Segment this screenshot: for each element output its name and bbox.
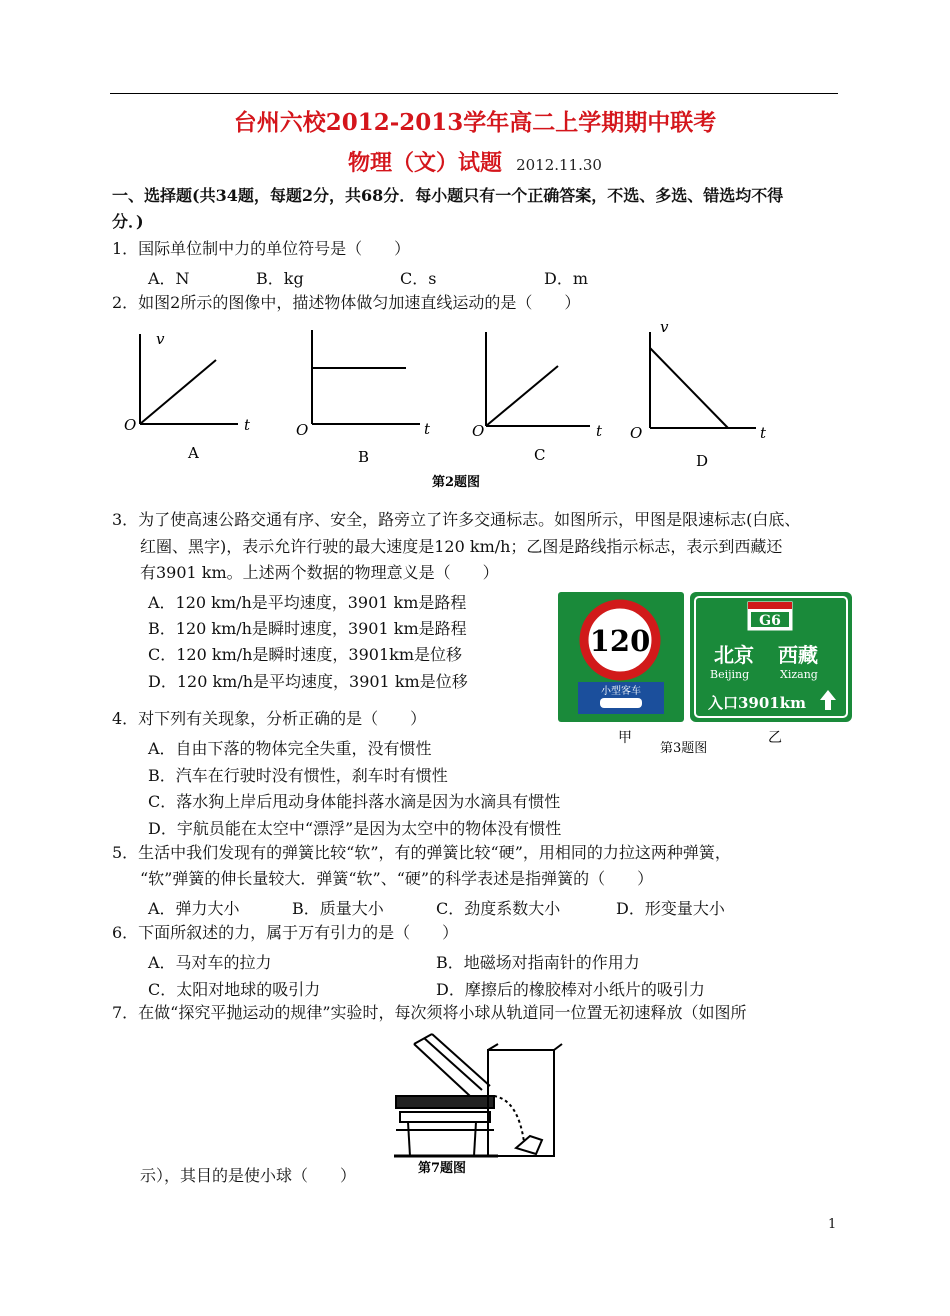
- speed-limit-number: 120: [589, 624, 651, 658]
- graph-a-y-label: v: [156, 330, 165, 348]
- label-jia: 甲: [618, 730, 632, 746]
- graph-b-origin: O: [296, 421, 309, 439]
- city-beijing: 北京: [714, 643, 754, 667]
- graph-a-origin: O: [124, 416, 137, 434]
- city-xizang: 西藏: [778, 643, 818, 667]
- graph-d-y-label: v: [660, 318, 669, 336]
- q6-option-c: C．太阳对地球的吸引力: [148, 980, 321, 999]
- q5-option-b: B．质量大小: [292, 899, 384, 918]
- q4-option-c: C．落水狗上岸后甩动身体能抖落水滴是因为水滴具有惯性: [148, 792, 561, 811]
- graph-d-x-label: t: [760, 424, 767, 442]
- q3-option-d: D．120 km/h是平均速度，3901 km是位移: [148, 672, 468, 691]
- q4-stem: 4．对下列有关现象，分析正确的是（ ）: [112, 709, 427, 728]
- q1-stem: 1．国际单位制中力的单位符号是（ ）: [112, 239, 411, 258]
- graph-c-caption: C: [534, 446, 546, 464]
- graph-d-origin: O: [630, 424, 643, 442]
- label-yi: 乙: [768, 730, 782, 746]
- q5-stem-line1: 5．生活中我们发现有的弹簧比较“软”，有的弹簧比较“硬”，用相同的力拉这两种弹簧，: [112, 843, 731, 862]
- q6-option-d: D．摩擦后的橡胶棒对小纸片的吸引力: [436, 980, 705, 999]
- page-number: 1: [828, 1217, 837, 1232]
- subtitle-row: [0, 146, 950, 177]
- q3-option-b: B．120 km/h是瞬时速度，3901 km是路程: [148, 619, 467, 638]
- q6-stem: 6．下面所叙述的力，属于万有引力的是（ ）: [112, 923, 459, 942]
- pinyin-xizang: Xizang: [780, 668, 818, 681]
- pinyin-beijing: Beijing: [710, 668, 750, 681]
- graph-c-line: [486, 366, 558, 426]
- graph-b-x-label: t: [424, 420, 431, 438]
- page-subtitle: 物理（文）试题: [348, 150, 503, 176]
- q7-apparatus-figure: [390, 1030, 566, 1176]
- q5-stem-line2: “软”弹簧的伸长量较大．弹簧“软”、“硬”的科学表述是指弹簧的（ ）: [140, 869, 654, 888]
- q4-option-b: B．汽车在行驶时没有惯性，刹车时有惯性: [148, 766, 448, 785]
- section-heading-line1: 一、选择题(共34题，每题2分，共68分．每小题只有一个正确答案，不选、多选、错选均不得: [112, 186, 784, 205]
- q7-stem-line2: 示），其目的是使小球（ ）: [140, 1166, 357, 1185]
- q6-option-a: A．马对车的拉力: [148, 953, 272, 972]
- section-heading-line2: 分．): [112, 212, 144, 231]
- q5-option-d: D．形变量大小: [616, 899, 725, 918]
- q1-option-d: D．m: [544, 269, 589, 288]
- q3-option-c: C．120 km/h是瞬时速度，3901km是位移: [148, 645, 463, 664]
- q3-stem-line2: 红圈、黑字)，表示允许行驶的最大速度是120 km/h；乙图是路线指示标志，表示到西藏还: [140, 537, 783, 556]
- q6-option-b: B．地磁场对指南针的作用力: [436, 953, 640, 972]
- q4-option-a: A．自由下落的物体完全失重，没有惯性: [148, 739, 432, 758]
- graph-d-caption: D: [696, 452, 709, 470]
- q1-option-c: C．s: [400, 269, 437, 288]
- graph-d-line: [650, 348, 728, 428]
- graph-a-caption: A: [188, 444, 199, 462]
- graph-c-x-label: t: [596, 422, 603, 440]
- graph-a-line: [140, 360, 216, 424]
- exit-distance: 入口3901km: [708, 694, 807, 712]
- graph-b-caption: B: [358, 448, 370, 466]
- q5-option-c: C．劲度系数大小: [436, 899, 561, 918]
- route-number: G6: [759, 613, 781, 629]
- q3-signs-figure: [556, 590, 854, 760]
- q2-figure-caption: 第2题图: [432, 475, 481, 490]
- q4-option-d: D．宇航员能在太空中“漂浮”是因为太空中的物体没有惯性: [148, 819, 562, 838]
- q5-option-a: A．弹力大小: [148, 899, 240, 918]
- q1-option-b: B．kg: [256, 269, 304, 288]
- q2-stem: 2．如图2所示的图像中，描述物体做匀加速直线运动的是（ ）: [112, 293, 581, 312]
- header-rule: [110, 93, 838, 94]
- q7-stem-line1: 7．在做“探究平抛运动的规律”实验时，每次须将小球从轨道同一位置无初速释放（如图所: [112, 1003, 747, 1022]
- q3-stem-line3: 有3901 km。上述两个数据的物理意义是（ ）: [140, 563, 499, 582]
- q3-option-a: A．120 km/h是平均速度，3901 km是路程: [148, 593, 467, 612]
- graph-a-x-label: t: [244, 416, 251, 434]
- page-title: 台州六校2012-2013学年高二上学期期中联考: [233, 109, 717, 136]
- exam-date: 2012.11.30: [516, 156, 602, 174]
- q3-stem-line1: 3．为了使高速公路交通有序、安全，路旁立了许多交通标志。如图所示，甲图是限速标志(白底、: [112, 510, 801, 529]
- vehicle-type-label: 小型客车: [601, 686, 641, 697]
- q1-option-a: A．N: [148, 269, 190, 288]
- q3-figure-caption: 第3题图: [660, 741, 708, 756]
- graph-c-origin: O: [472, 422, 485, 440]
- q2-graphs-figure: [120, 318, 800, 494]
- car-icon: [600, 698, 642, 708]
- q7-figure-caption: 第7题图: [418, 1161, 467, 1176]
